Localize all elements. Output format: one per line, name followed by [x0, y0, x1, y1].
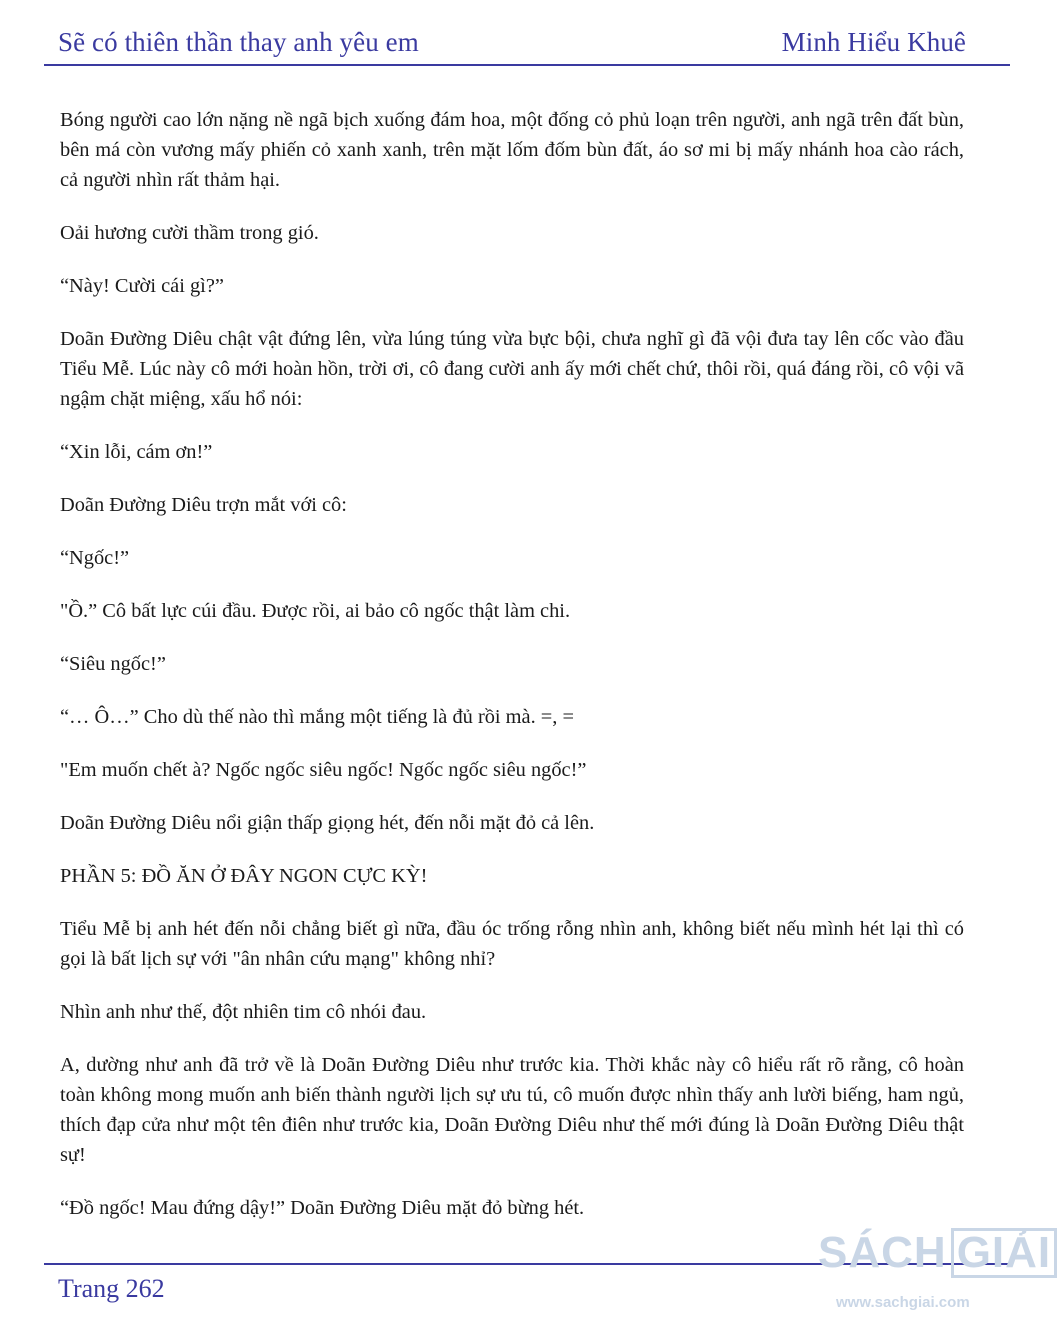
paragraph: Tiểu Mễ bị anh hét đến nỗi chẳng biết gì nữa, đầu óc trống rỗng nhìn anh, không biết nếu mình hét lại thì có gọi là bất lịch sự với "ân nhân cứu mạng" không nhỉ? [60, 918, 964, 970]
paragraph: “Ngốc!” [60, 547, 130, 569]
watermark-wordmark [818, 1228, 1057, 1278]
watermark-word-right: GIẢI [951, 1228, 1057, 1278]
paragraph: “Xin lỗi, cám ơn!” [60, 441, 213, 463]
header-divider [44, 64, 1010, 66]
paragraph: “Đồ ngốc! Mau đứng dậy!” Doãn Đường Diêu mặt đỏ bừng hét. [60, 1197, 585, 1219]
paragraph: “… Ô…” Cho dù thế nào thì mắng một tiếng là đủ rồi mà. =, = [60, 706, 574, 728]
book-title: Sẽ có thiên thần thay anh yêu em [58, 26, 419, 57]
page-body [60, 105, 964, 1246]
watermark-word-left: SÁCH [818, 1228, 947, 1277]
paragraph: Doãn Đường Diêu chật vật đứng lên, vừa lúng túng vừa bực bội, chưa nghĩ gì đã vội đưa tay lên cốc vào đầu Tiểu Mễ. Lúc này cô mới hoàn hồn, trời ơi, cô đang cười anh ấy mới chết chứ, thôi rồi, quá đáng rồi, cô vội vã ngậm chặt miệng, xấu hổ nói: [60, 328, 964, 410]
paragraph: A, dường như anh đã trở về là Doãn Đường Diêu như trước kia. Thời khắc này cô hiểu rất rõ rằng, cô hoàn toàn không mong muốn anh biến thành người lịch sự ưu tú, cô muốn được nhìn thấy anh lười biếng, ham ngủ, thích đạp cửa như một tên điên như trước kia, Doãn Đường Diêu như thế mới đúng là Doãn Đường Diêu thật sự! [60, 1054, 964, 1166]
book-author: Minh Hiểu Khuê [781, 26, 966, 57]
paragraph: Bóng người cao lớn nặng nề ngã bịch xuống đám hoa, một đống cỏ phủ loạn trên người, anh ngã trên đất bùn, bên má còn vương mấy phiến cỏ xanh xanh, trên mặt lốm đốm bùn đất, áo sơ mi bị mấy nhánh hoa cào rách, cả người nhìn rất thảm hại. [60, 109, 964, 191]
page-number: Trang 262 [58, 1274, 165, 1303]
paragraph: Oải hương cười thầm trong gió. [60, 222, 319, 244]
paragraph: “Này! Cười cái gì?” [60, 275, 224, 297]
paragraph: Doãn Đường Diêu nổi giận thấp giọng hét, đến nỗi mặt đỏ cả lên. [60, 812, 595, 834]
page-header [58, 22, 966, 62]
paragraph: “Siêu ngốc!” [60, 653, 166, 675]
paragraph: "Ồ.” Cô bất lực cúi đầu. Được rồi, ai bảo cô ngốc thật làm chi. [60, 600, 571, 622]
watermark-url: www.sachgiai.com [836, 1294, 970, 1311]
watermark-logo [818, 1228, 1052, 1318]
paragraph: "Em muốn chết à? Ngốc ngốc siêu ngốc! Ngốc ngốc siêu ngốc!” [60, 759, 587, 781]
section-heading: PHẦN 5: ĐỒ ĂN Ở ĐÂY NGON CỰC KỲ! [60, 865, 428, 887]
paragraph: Doãn Đường Diêu trợn mắt với cô: [60, 494, 347, 516]
paragraph: Nhìn anh như thế, đột nhiên tim cô nhói đau. [60, 1001, 427, 1023]
